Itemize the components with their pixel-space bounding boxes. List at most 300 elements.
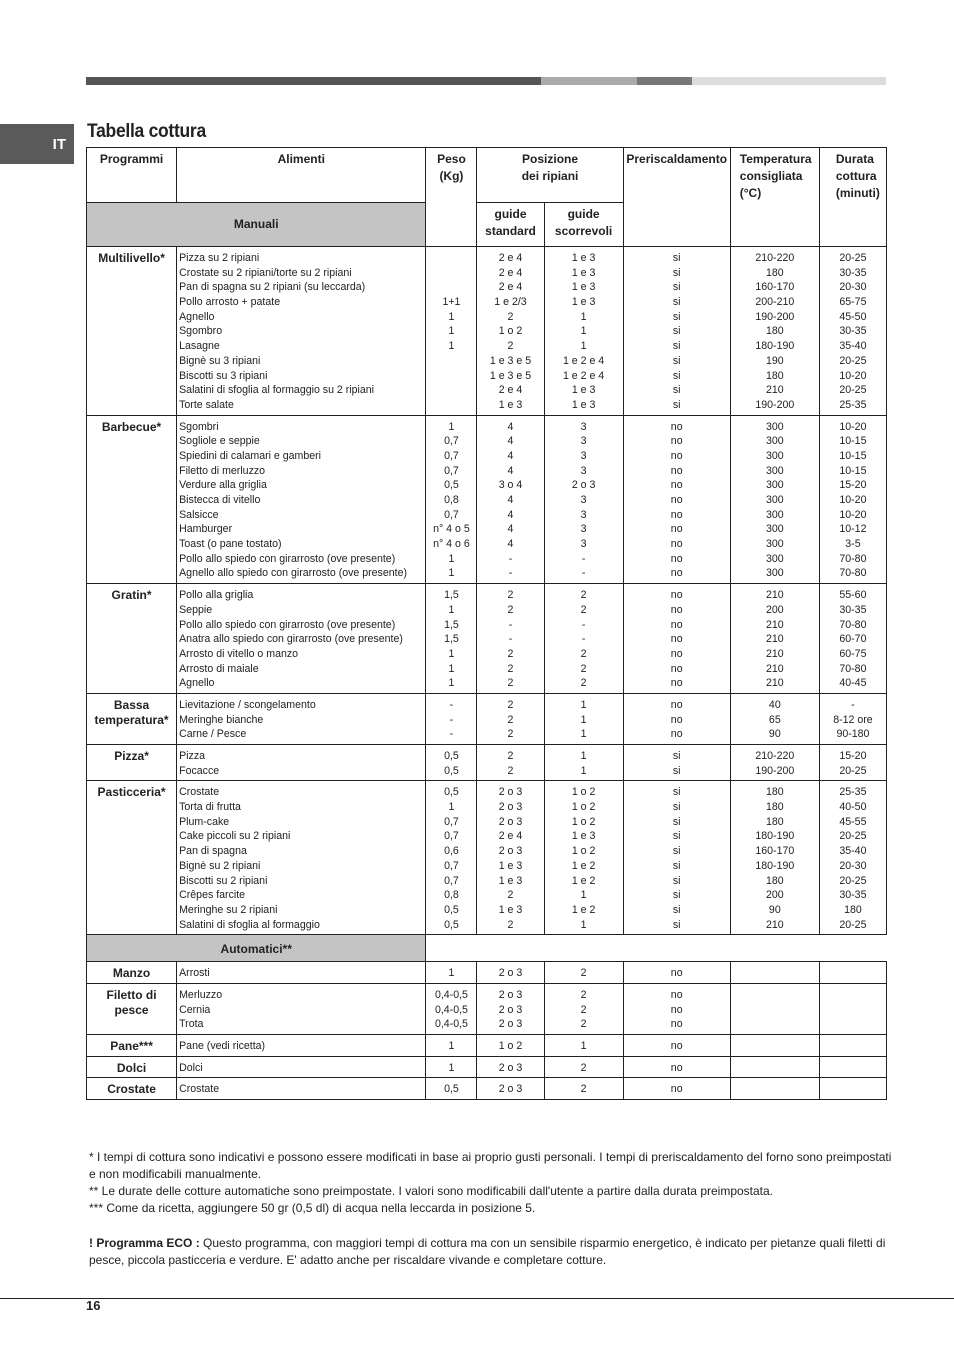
program-name [87,1078,177,1100]
temperatura-cell-line: 65 [768,713,781,726]
temperatura-cell-line: 210 [765,589,784,602]
preriscaldamento-cell-line: no [670,494,683,506]
program-group-row [87,781,887,935]
guide-standard-cell-line: 2 o 3 [498,815,523,828]
peso-cell-line: 1,5 [444,618,459,631]
temperatura-cell [730,745,819,781]
peso-cell [426,415,477,584]
guide-scorrevoli-cell-line: 1 e 2 [571,903,596,916]
guide-standard-cell [477,745,544,781]
guide-scorrevoli-cell [544,1056,623,1078]
durata-cell-line: 45-50 [839,310,867,323]
durata-cell [819,745,886,781]
section-manuali: Manuali [87,203,426,247]
guide-scorrevoli-cell-line: 2 [580,589,587,602]
auto-program-row [87,1078,887,1100]
peso-cell-line: 1 [448,310,455,323]
program-group-row [87,415,887,584]
guide-scorrevoli-cell [544,584,623,694]
alimenti-cell [177,1056,426,1078]
durata-cell [819,1078,886,1100]
alimenti-cell-line: Pan di spagna su 2 ripiani (su leccarda) [179,281,366,294]
preriscaldamento-cell-line: no [670,677,683,690]
col-header-temperatura [730,148,819,247]
temperatura-cell-line: 300 [765,435,784,448]
guide-scorrevoli-cell-line: 1 e 3 [571,252,596,264]
footnote-1: * I tempi di cottura sono indicativi e possono essere modificati in base ai proprio gusti personali. I tempi di preriscaldamento del forno sono preimpostati e non modificabili manualmente. [89,1150,892,1181]
peso-cell-line: 0,7 [444,830,459,843]
temperatura-cell [730,415,819,584]
guide-standard-cell-line: 2 o 3 [498,801,523,814]
peso-cell-line: 0,5 [444,479,459,492]
durata-cell-line: 10-20 [839,369,867,382]
guide-scorrevoli-cell-line: 1 [580,698,587,711]
alimenti-cell-line: Toast (o pane tostato) [179,538,282,551]
preriscaldamento-cell-line: no [670,479,683,492]
guide-scorrevoli-cell-line: 1 e 2 e 4 [562,354,605,367]
guide-standard-cell-line: 2 o 3 [498,786,523,799]
guide-standard-cell [477,1035,544,1057]
preriscaldamento-cell-line: si [672,801,681,814]
peso-cell-line: 0,4-0,5 [434,1018,468,1031]
alimenti-cell [177,693,426,744]
alimenti-cell-line: Salatini di sfoglia al formaggio su 2 ripiani [179,384,375,397]
peso-cell [426,693,477,744]
temperatura-cell-line: 210 [765,677,784,690]
peso-cell [426,983,477,1034]
peso-cell [426,1035,477,1057]
guide-standard-cell-line: 2 [507,750,514,762]
guide-standard-cell [477,1078,544,1100]
guide-scorrevoli-cell-line: 1 e 3 [571,384,596,397]
preriscaldamento-cell [623,415,730,584]
program-group-row [87,745,887,781]
temperatura-cell-line: 300 [765,494,784,506]
guide-scorrevoli-cell-line: 3 [580,494,587,506]
col-header-preriscaldamento: Preriscaldamento [623,148,730,247]
guide-scorrevoli-cell-line: 1 o 2 [571,815,596,828]
guide-standard-cell-line: 1 e 3 [498,859,523,872]
peso-cell-line: 0,6 [444,845,459,858]
guide-standard-cell-line: 2 [507,340,514,353]
alimenti-cell [177,983,426,1034]
peso-cell-line: 0,5 [444,764,459,777]
page-number: 16 [86,1298,101,1313]
durata-cell-line: 20-30 [839,859,867,872]
temperatura-cell-line: 300 [765,420,784,433]
program-name-line: Bassa [113,697,150,712]
program-group-row [87,693,887,744]
durata-cell-line: 10-15 [839,435,867,448]
col-header-guide-scorrevoli [544,203,623,247]
durata-cell-line: 15-20 [839,750,867,762]
guide-standard-cell-line: 1 e 3 e 5 [489,369,532,382]
program-name [87,415,177,584]
preriscaldamento-cell-line: no [670,552,683,565]
durata-cell [819,584,886,694]
alimenti-cell [177,962,426,984]
guide-scorrevoli-cell-line: 1 e 3 [571,281,596,294]
guide-standard-cell-line: 1 o 2 [498,1040,523,1052]
guide-standard-cell-line: 4 [507,435,514,448]
peso-cell-line: 1 [448,325,455,338]
preriscaldamento-cell-line: si [672,815,681,828]
guide-scorrevoli-cell-line: 3 [580,508,587,521]
guide-scorrevoli-cell-line: - [581,567,586,580]
preriscaldamento-cell-line: si [672,764,681,777]
posizione-line-1: Posizione [522,152,579,166]
guide-scorrevoli-cell-line: 1 e 2 [571,874,596,887]
guide-scorrevoli-cell-line: 3 [580,449,587,462]
preriscaldamento-cell-line: no [670,1061,683,1074]
peso-cell-line: 1 [448,552,455,565]
alimenti-cell [177,247,426,416]
guide-standard-cell-line: 2 o 3 [498,845,523,858]
guide-standard-cell-line: 4 [507,449,514,462]
durata-cell-line: 30-35 [839,603,867,616]
alimenti-cell-line: Spiedini di calamari e gamberi [179,449,322,462]
alimenti-cell-line: Crêpes farcite [179,889,246,902]
guide-standard-cell-line: 2 e 4 [498,830,523,843]
alimenti-cell-line: Torta di frutta [179,801,241,814]
guide-standard-cell-line: 2 [507,589,514,602]
temperatura-cell-line: 300 [765,538,784,551]
alimenti-cell [177,745,426,781]
alimenti-cell-line: Torte salate [179,398,234,411]
auto-program-row [87,962,887,984]
temperatura-cell [730,247,819,416]
peso-cell [426,1078,477,1100]
program-name-line: Pizza* [114,749,149,763]
program-name [87,693,177,744]
footer-rule [0,1298,954,1299]
alimenti-cell-line: Crostate [179,786,220,799]
durata-cell-line: 20-25 [839,830,867,843]
temperatura-cell [730,962,819,984]
guide-scorrevoli-cell-line: 2 [580,1083,587,1096]
guide-scorrevoli-cell-line: 1 [580,918,587,931]
footnote-3: *** Come da ricetta, aggiungere 50 gr (0,5 dl) di acqua nella leccarda in posizione 5. [89,1201,536,1215]
temperatura-cell-line: 300 [765,479,784,492]
preriscaldamento-cell-line: si [672,903,681,916]
temperatura-cell-line: 210 [765,618,784,631]
peso-cell-line [426,251,476,266]
posizione-line-2: dei ripiani [521,169,579,183]
durata-cell [819,247,886,416]
guide-scorrevoli-cell-line: 3 [580,464,587,477]
alimenti-cell-line: Salatini di sfoglia al formaggio [179,918,320,931]
alimenti-cell-line: Pizza [179,750,206,762]
preriscaldamento-cell [623,781,730,935]
preriscaldamento-cell [623,962,730,984]
footnote-2: ** Le durate delle cotture automatiche sono preimpostate. I valori sono modificabili dall'utente a partire dalla durata preimpostata. [89,1184,774,1198]
peso-cell-line: 1 [448,567,455,580]
guide-scorrevoli-cell-line: 2 [580,1003,587,1016]
durata-cell-line: 70-80 [839,552,867,565]
alimenti-cell-line: Pane (vedi ricetta) [179,1040,266,1052]
guide-scorrevoli-cell [544,962,623,984]
peso-cell [426,962,477,984]
guide-scorrevoli-cell-line: 2 [580,967,587,980]
preriscaldamento-cell-line: si [672,369,681,382]
alimenti-cell-line: Meringhe bianche [179,713,264,726]
preriscaldamento-cell-line: no [670,538,683,551]
temperatura-line-3: (°C) [739,186,762,200]
auto-program-row [87,1056,887,1078]
guide-scorrevoli-cell-line: 1 [580,889,587,902]
guide-standard-cell-line: 2 e 4 [498,252,523,264]
alimenti-cell-line: Crostate [179,1083,220,1096]
alimenti-cell-line: Pollo allo spiedo con girarrosto (ove presente) [179,618,396,631]
alimenti-cell-line: Biscotti su 2 ripiani [179,874,268,887]
temperatura-cell [730,983,819,1034]
program-name-line: Barbecue* [101,419,162,434]
peso-cell-line: 0,5 [444,786,459,799]
program-name-line: Dolci [116,1060,147,1075]
alimenti-cell-line: Verdure alla griglia [179,479,267,492]
preriscaldamento-cell-line: no [670,603,683,616]
temperatura-line-2: consigliata [739,169,803,183]
guide-scorrevoli-cell-line: 1 e 2 [571,859,596,872]
blank-area [426,935,887,962]
alimenti-cell-line: Bignè su 3 ripiani [179,354,261,367]
preriscaldamento-cell-line: si [672,252,681,264]
alimenti-cell-line: Dolci [179,1061,203,1074]
col-header-durata [819,148,886,247]
alimenti-cell-line: Lasagne [179,340,220,353]
guide-standard-cell [477,983,544,1034]
page-title: Tabella cottura [87,121,206,142]
durata-cell-line: 10-20 [839,508,867,521]
guide-scorrevoli-cell-line: 3 [580,523,587,536]
preriscaldamento-cell-line: si [672,340,681,353]
alimenti-cell-line: Pizza su 2 ripiani [179,252,260,264]
guide-scorrevoli-cell [544,415,623,584]
alimenti-cell-line: Hamburger [179,523,233,536]
temperatura-cell-line: 180 [765,786,784,799]
guide-scorrevoli-cell-line: 1 [580,713,587,726]
preriscaldamento-cell-line: si [672,266,681,279]
alimenti-cell [177,584,426,694]
program-name [87,1035,177,1057]
temperatura-cell-line: 180 [765,874,784,887]
guide-scorrevoli-cell [544,781,623,935]
durata-cell [819,1056,886,1078]
peso-cell-line [426,369,476,384]
guide-standard-cell [477,584,544,694]
durata-cell-line: 40-45 [839,677,867,690]
alimenti-cell-line: Carne / Pesce [179,728,247,741]
program-name-line: pesce [114,1002,149,1017]
program-name-line: temperatura* [94,712,169,727]
temperatura-cell-line: 180-190 [755,859,795,872]
temperatura-cell [730,693,819,744]
program-name-line: Pasticceria* [97,785,166,800]
guide-scorrevoli-cell [544,693,623,744]
guide-scorrevoli-cell-line: 1 [580,764,587,777]
preriscaldamento-cell-line: si [672,859,681,872]
guide-standard-cell-line: 2 e 4 [498,281,523,294]
durata-line-3: (minuti) [835,186,880,200]
guide-standard-cell-line: 1 e 3 e 5 [489,354,532,367]
alimenti-cell-line: Filetto di merluzzo [179,464,266,477]
program-name [87,1056,177,1078]
preriscaldamento-cell [623,693,730,744]
durata-cell-line: 10-12 [839,523,867,536]
peso-cell-line: 1,5 [444,633,459,646]
peso-cell-line: 1 [448,1040,455,1052]
bar-segment-2 [541,77,637,85]
bar-segment-3 [637,77,692,85]
bar-segment-1 [86,77,541,85]
preriscaldamento-cell-line: si [672,786,681,799]
guide-scorrevoli-cell-line: 1 [580,750,587,762]
temperatura-cell-line: 210 [765,647,784,660]
peso-cell-line [426,266,476,281]
guide-standard-cell-line: 2 [507,698,514,711]
peso-cell-line: n° 4 o 6 [433,538,470,551]
temperatura-cell-line: 160-170 [755,281,795,294]
alimenti-cell-line: Arrosto di maiale [179,662,259,675]
program-name [87,745,177,781]
guide-standard-cell-line: 2 [507,603,514,616]
program-name-line: Filetto di [106,987,157,1002]
guide-scorrevoli-cell-line: 2 [580,1061,587,1074]
preriscaldamento-cell-line: no [670,618,683,631]
preriscaldamento-cell [623,247,730,416]
guide-standard-cell-line: 4 [507,464,514,477]
alimenti-cell [177,1078,426,1100]
temperatura-cell-line: 180 [765,325,784,338]
peso-cell-line: 0,5 [444,750,459,762]
guide-standard-cell-line: 4 [507,508,514,521]
preriscaldamento-cell-line: si [672,750,681,762]
alimenti-cell-line: Focacce [179,764,220,777]
guide-scorrevoli-cell-line: 2 [580,647,587,660]
preriscaldamento-cell-line: no [670,1040,683,1052]
durata-cell-line: 20-30 [839,281,867,294]
alimenti-cell-line: Agnello [179,677,215,690]
guide-standard-cell [477,247,544,416]
guide-standard-cell-line: 2 [507,310,514,323]
guide-standard-cell [477,1056,544,1078]
temperatura-cell-line: 300 [765,464,784,477]
auto-program-row [87,1035,887,1057]
preriscaldamento-cell-line: no [670,567,683,580]
guide-scorrevoli-cell-line: 1 o 2 [571,801,596,814]
guide-standard-cell-line: 1 e 3 [498,398,523,411]
peso-cell-line: 1 [448,967,455,980]
guide-scorrevoli-cell-line: 1 e 3 [571,266,596,279]
peso-cell-line: 1 [448,1061,455,1074]
temperatura-cell-line: 200 [765,889,784,902]
peso-cell-line [426,383,476,398]
preriscaldamento-cell-line: no [670,1018,683,1031]
guide-scorrevoli-cell-line: 1 [580,325,587,338]
program-group-row [87,584,887,694]
alimenti-cell-line: Pollo arrosto + patate [179,296,281,309]
durata-cell-line: 10-20 [839,494,867,506]
durata-cell [819,1035,886,1057]
alimenti-cell-line: Pan di spagna [179,845,247,858]
automatici-header-row [87,935,887,962]
durata-cell-line: 90-180 [836,728,870,741]
peso-cell-line: 0,4-0,5 [434,988,468,1001]
alimenti-cell-line: Salsicce [179,508,219,521]
peso-cell-line: 1 [448,662,455,675]
section-automatici: Automatici** [87,935,426,962]
guide-scorrevoli-cell-line: 1 [580,728,587,741]
preriscaldamento-cell [623,983,730,1034]
preriscaldamento-cell-line: si [672,398,681,411]
alimenti-cell-line: Lievitazione / scongelamento [179,698,316,711]
guide-standard-cell [477,415,544,584]
peso-cell-line: 1 [448,603,455,616]
durata-cell-line: 30-35 [839,325,867,338]
guide-scorrevoli-cell-line: 1 e 3 [571,830,596,843]
program-name [87,962,177,984]
program-name [87,584,177,694]
temperatura-cell-line: 200 [765,603,784,616]
col-header-alimenti: Alimenti [177,148,426,203]
alimenti-cell-line: Seppie [179,603,213,616]
peso-cell-line [426,398,476,413]
preriscaldamento-cell-line: si [672,384,681,397]
guide-scorrevoli-cell [544,1078,623,1100]
peso-line-2: (Kg) [439,169,464,183]
peso-cell [426,745,477,781]
guide-standard-cell-line: 2 [507,728,514,741]
alimenti-cell-line: Arrosti [179,967,210,980]
durata-cell-line: 30-35 [839,266,867,279]
temperatura-cell-line: 40 [768,698,781,711]
header-row [87,148,887,203]
guide-scorrevoli-cell-line: - [581,618,586,631]
guide-standard-cell-line: 2 [507,764,514,777]
preriscaldamento-cell [623,584,730,694]
temperatura-cell-line: 180 [765,815,784,828]
guide-standard-cell-line: 2 e 4 [498,266,523,279]
guide-standard-cell-line: 2 o 3 [498,1018,523,1031]
temperatura-cell-line: 180 [765,801,784,814]
peso-cell-line: n° 4 o 5 [433,523,470,536]
program-name-line: Crostate [107,1082,156,1097]
guide-standard-cell-line: 4 [507,420,514,433]
peso-cell-line: 0,4-0,5 [434,1003,468,1016]
durata-cell-line: 25-35 [839,786,867,799]
temperatura-cell-line: 210 [765,918,784,931]
guide-standard-cell-line: 3 o 4 [498,479,523,492]
program-name-line: Manzo [112,966,151,981]
alimenti-cell-line: Biscotti su 3 ripiani [179,369,268,382]
temperatura-cell-line: 200-210 [755,296,795,309]
guide-scorrevoli-cell-line: - [581,633,586,646]
temperatura-cell-line: 160-170 [755,845,795,858]
peso-cell-line: 0,7 [444,449,459,462]
peso-cell-line: 1+1 [442,296,461,309]
preriscaldamento-cell [623,1078,730,1100]
preriscaldamento-cell [623,1035,730,1057]
alimenti-cell-line: Agnello [179,310,215,323]
durata-cell [819,415,886,584]
guide-scorrevoli-cell-line: 1 [580,1040,587,1052]
peso-cell [426,781,477,935]
temperatura-cell [730,1078,819,1100]
peso-cell-line: 0,7 [444,435,459,448]
alimenti-cell-line: Merluzzo [179,988,223,1001]
guide-standard-cell-line: - [508,552,513,565]
temperatura-cell-line: 300 [765,523,784,536]
